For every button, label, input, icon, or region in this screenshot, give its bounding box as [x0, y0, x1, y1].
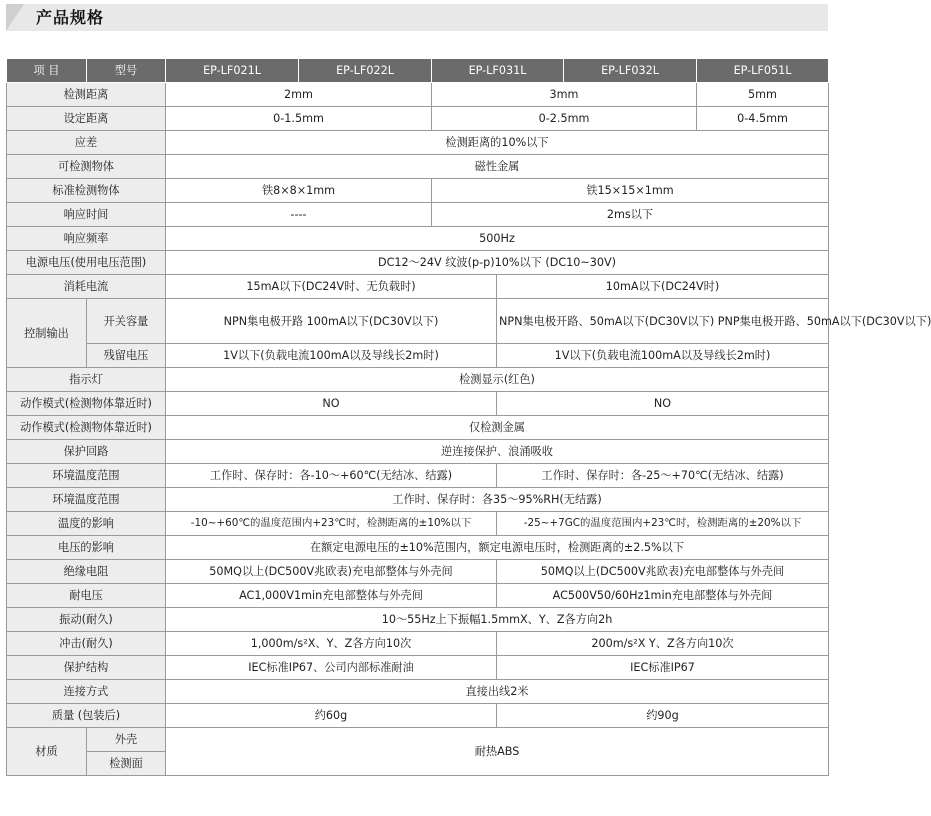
row-label: 检测距离 — [7, 83, 166, 107]
cell: IEC标准IP67 — [497, 656, 829, 680]
table-row — [7, 392, 829, 416]
table-row — [7, 584, 829, 608]
row-label: 动作模式(检测物体靠近时) — [7, 416, 166, 440]
cell: 直接出线2米 — [166, 680, 829, 704]
table-row — [7, 203, 829, 227]
header-model-1: EP-LF021L — [166, 59, 299, 83]
cell: 检测显示(红色) — [166, 368, 829, 392]
cell: ---- — [166, 203, 432, 227]
table-row — [7, 155, 829, 179]
row-sublabel: 外壳 — [87, 728, 166, 752]
cell: 15mA以下(DC24V时、无负载时) — [166, 275, 497, 299]
row-label: 环境温度范围 — [7, 488, 166, 512]
cell: 5mm — [697, 83, 829, 107]
row-label: 响应频率 — [7, 227, 166, 251]
row-label: 控制输出 — [7, 299, 87, 368]
row-label: 电压的影响 — [7, 536, 166, 560]
cell: 约90g — [497, 704, 829, 728]
header-model-2: EP-LF022L — [299, 59, 432, 83]
cell: -10~+60℃的温度范围内+23℃时，检测距离的±10%以下 — [166, 512, 497, 536]
table-row — [7, 368, 829, 392]
header-item: 项 目 — [7, 59, 87, 83]
row-label: 电源电压(使用电压范围) — [7, 251, 166, 275]
cell: NPN集电极开路、50mA以下(DC30V以下) PNP集电极开路、50mA以下(DC30V以下) — [497, 299, 829, 344]
header-model-5: EP-LF051L — [697, 59, 829, 83]
cell: NO — [166, 392, 497, 416]
table-row — [7, 488, 829, 512]
row-label: 振动(耐久) — [7, 608, 166, 632]
row-label: 保护结构 — [7, 656, 166, 680]
cell: 1,000m/s²X、Y、Z各方向10次 — [166, 632, 497, 656]
cell: 2ms以下 — [432, 203, 829, 227]
cell: 仅检测金属 — [166, 416, 829, 440]
header-model-3: EP-LF031L — [432, 59, 564, 83]
row-label: 耐电压 — [7, 584, 166, 608]
cell: 工作时、保存时：各-10～+60℃(无结冰、结露) — [166, 464, 497, 488]
cell: 1V以下(负载电流100mA以及导线长2m时) — [497, 344, 829, 368]
cell: 10～55Hz上下振幅1.5mmX、Y、Z各方向2h — [166, 608, 829, 632]
cell: 逆连接保护、浪涌吸收 — [166, 440, 829, 464]
cell: 在额定电源电压的±10%范围内，额定电源电压时，检测距离的±2.5%以下 — [166, 536, 829, 560]
row-label: 环境温度范围 — [7, 464, 166, 488]
row-label: 指示灯 — [7, 368, 166, 392]
header-model: 型号 — [87, 59, 166, 83]
table-row — [7, 608, 829, 632]
cell: 50MQ以上(DC500V兆欧表)充电部整体与外壳间 — [497, 560, 829, 584]
table-row — [7, 227, 829, 251]
table-row — [7, 131, 829, 155]
cell: DC12～24V 纹波(p-p)10%以下 (DC10~30V) — [166, 251, 829, 275]
cell: IEC标准IP67、公司内部标准耐油 — [166, 656, 497, 680]
cell: 500Hz — [166, 227, 829, 251]
cell: 工作时、保存时：各35～95%RH(无结露) — [166, 488, 829, 512]
header-model-4: EP-LF032L — [564, 59, 697, 83]
table-row — [7, 464, 829, 488]
cell: 检测距离的10%以下 — [166, 131, 829, 155]
spec-table — [6, 58, 931, 776]
section-title: 产品规格 — [36, 8, 105, 27]
row-label: 可检测物体 — [7, 155, 166, 179]
row-label: 标准检测物体 — [7, 179, 166, 203]
header-slash-decoration — [6, 4, 24, 31]
cell: 铁8×8×1mm — [166, 179, 432, 203]
row-label: 材质 — [7, 728, 87, 776]
row-label: 温度的影响 — [7, 512, 166, 536]
table-header-row — [7, 59, 829, 83]
row-label: 冲击(耐久) — [7, 632, 166, 656]
table-row — [7, 728, 829, 752]
cell: 耐热ABS — [166, 728, 829, 776]
cell: 2mm — [166, 83, 432, 107]
table-row — [7, 275, 829, 299]
row-label: 响应时间 — [7, 203, 166, 227]
row-label: 连接方式 — [7, 680, 166, 704]
cell: 0-2.5mm — [432, 107, 697, 131]
cell: 3mm — [432, 83, 697, 107]
table-row — [7, 179, 829, 203]
table-row — [7, 560, 829, 584]
cell: -25~+7GC的温度范围内+23℃时，检测距离的±20%以下 — [497, 512, 829, 536]
row-label: 保护回路 — [7, 440, 166, 464]
table-row — [7, 680, 829, 704]
table-row — [7, 440, 829, 464]
cell: 工作时、保存时：各-25～+70℃(无结冰、结露) — [497, 464, 829, 488]
table-row — [7, 536, 829, 560]
row-sublabel: 残留电压 — [87, 344, 166, 368]
table-row — [7, 107, 829, 131]
cell: 约60g — [166, 704, 497, 728]
row-label: 动作模式(检测物体靠近时) — [7, 392, 166, 416]
row-sublabel: 检测面 — [87, 752, 166, 776]
row-label: 绝缘电阻 — [7, 560, 166, 584]
section-header-bar — [6, 4, 828, 31]
table-row — [7, 299, 829, 344]
table-row — [7, 656, 829, 680]
row-label: 设定距离 — [7, 107, 166, 131]
cell: 磁性金属 — [166, 155, 829, 179]
row-label: 消耗电流 — [7, 275, 166, 299]
table-row — [7, 344, 829, 368]
table-row — [7, 704, 829, 728]
table-row — [7, 83, 829, 107]
table-row — [7, 251, 829, 275]
row-sublabel: 开关容量 — [87, 299, 166, 344]
row-label: 应差 — [7, 131, 166, 155]
cell: NPN集电极开路 100mA以下(DC30V以下) — [166, 299, 497, 344]
table-row — [7, 416, 829, 440]
cell: 50MQ以上(DC500V兆欧表)充电部整体与外壳间 — [166, 560, 497, 584]
table-row — [7, 632, 829, 656]
table-row — [7, 512, 829, 536]
cell: AC1,000V1min充电部整体与外壳间 — [166, 584, 497, 608]
cell: 铁15×15×1mm — [432, 179, 829, 203]
cell: AC500V50/60Hz1min充电部整体与外壳间 — [497, 584, 829, 608]
cell: NO — [497, 392, 829, 416]
row-label: 质量 (包装后) — [7, 704, 166, 728]
cell: 1V以下(负载电流100mA以及导线长2m时) — [166, 344, 497, 368]
cell: 200m/s²X Y、Z各方向10次 — [497, 632, 829, 656]
cell: 10mA以下(DC24V时) — [497, 275, 829, 299]
cell: 0-4.5mm — [697, 107, 829, 131]
cell: 0-1.5mm — [166, 107, 432, 131]
